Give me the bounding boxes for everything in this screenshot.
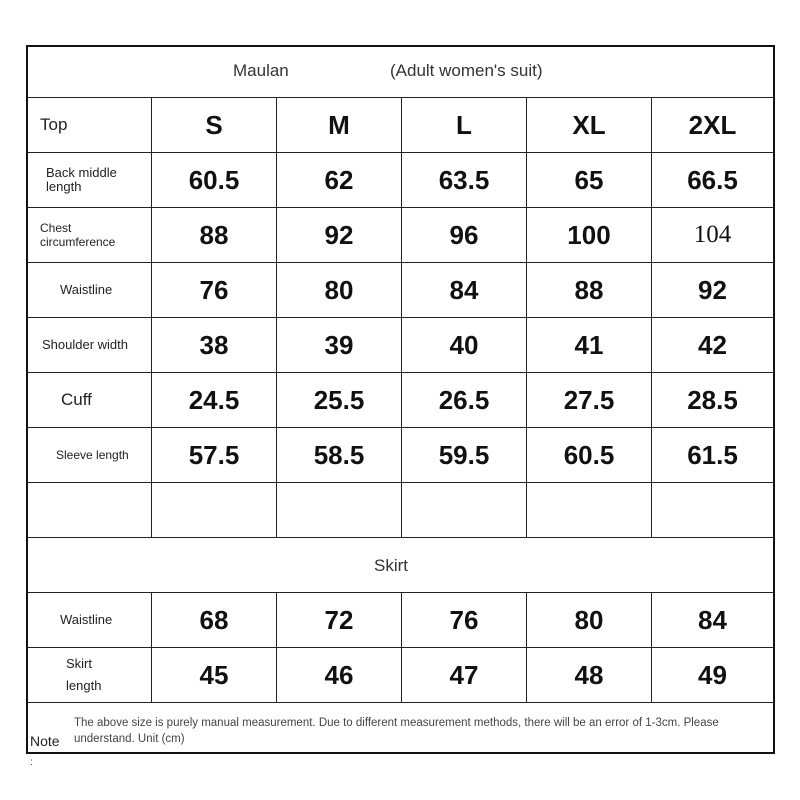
empty-cell: [28, 483, 152, 537]
value-cell: 59.5: [402, 428, 527, 482]
skirt-title-row: [28, 538, 773, 593]
note-label: Note: [30, 733, 60, 749]
value-cell: 48: [527, 648, 652, 702]
row-label-cell: [28, 263, 152, 317]
value-cell: 45: [152, 648, 277, 702]
value-cell: 84: [698, 604, 727, 635]
value-cell: 84: [402, 263, 527, 317]
table-row: [28, 208, 773, 263]
value-cell: 26.5: [402, 373, 527, 427]
table-row: [28, 318, 773, 373]
note-row: [28, 703, 773, 752]
empty-cell: [652, 483, 773, 537]
size-header-m: M: [277, 98, 402, 152]
skirt-title: Skirt: [374, 556, 408, 575]
empty-row: [28, 483, 773, 538]
value-cell: 62: [277, 153, 402, 207]
row-label-cell: [28, 208, 152, 262]
value-cell: 72: [277, 593, 402, 647]
value-cell: 25.5: [277, 373, 402, 427]
value-cell: 80: [277, 263, 402, 317]
value-cell: 68: [152, 593, 277, 647]
empty-cell: [277, 483, 402, 537]
stray-mark: :: [30, 757, 33, 768]
value-cell: 42: [698, 329, 727, 360]
shoulder-width-label: Shoulder width: [42, 337, 128, 352]
table-row: [28, 263, 773, 318]
size-header-xl: XL: [527, 98, 652, 152]
value-cell: 96: [402, 208, 527, 262]
table-row: [28, 428, 773, 483]
value-cell: 65: [527, 153, 652, 207]
value-cell: 39: [277, 318, 402, 372]
empty-cell: [152, 483, 277, 537]
value-cell: 92: [698, 274, 727, 305]
value-cell: 28.5: [687, 384, 738, 415]
value-cell: 88: [527, 263, 652, 317]
value-cell: 61.5: [687, 439, 738, 470]
value-cell: 46: [277, 648, 402, 702]
skirt-length-label: Skirt length: [66, 656, 102, 693]
suit-subtitle: (Adult women's suit): [390, 61, 543, 80]
empty-cell: [527, 483, 652, 537]
cuff-label: Cuff: [61, 390, 92, 409]
value-cell: 66.5: [687, 164, 738, 195]
sleeve-length-label: Sleeve length: [56, 448, 129, 462]
value-cell: 38: [152, 318, 277, 372]
value-cell: 104: [693, 221, 732, 248]
value-cell: 88: [152, 208, 277, 262]
row-label-cell: [28, 428, 152, 482]
brand-title: Maulan: [233, 61, 289, 80]
empty-cell: [402, 483, 527, 537]
note-text: The above size is purely manual measurement. Due to different measurement methods, there will be an error of 1-3cm. Please understand. Unit (cm): [74, 717, 719, 745]
row-label-cell: [28, 593, 152, 647]
table-row: [28, 648, 773, 703]
chest-circumference-label: Chest circumference: [40, 221, 116, 249]
value-cell: 80: [527, 593, 652, 647]
size-chart-table: [26, 45, 775, 754]
size-header-row: [28, 98, 773, 153]
table-row: [28, 153, 773, 208]
value-cell: 76: [402, 593, 527, 647]
value-cell: 40: [402, 318, 527, 372]
row-label-cell: [28, 648, 152, 702]
table-row: [28, 593, 773, 648]
size-header-l: L: [402, 98, 527, 152]
waistline-label: Waistline: [60, 282, 113, 297]
value-cell: 60.5: [527, 428, 652, 482]
value-cell: 60.5: [152, 153, 277, 207]
value-cell: 92: [277, 208, 402, 262]
value-cell: 49: [698, 659, 727, 690]
top-label: Top: [40, 115, 68, 134]
top-header-cell: [28, 98, 152, 152]
value-cell: 24.5: [152, 373, 277, 427]
table-row: [28, 373, 773, 428]
value-cell: 41: [527, 318, 652, 372]
size-header-2xl: 2XL: [688, 109, 737, 140]
value-cell: 76: [152, 263, 277, 317]
title-row: [28, 47, 773, 98]
row-label-cell: [28, 318, 152, 372]
back-middle-length-label: Back middle length: [46, 165, 117, 194]
row-label-cell: [28, 373, 152, 427]
skirt-waistline-label: Waistline: [60, 612, 113, 627]
row-label-cell: [28, 153, 152, 207]
value-cell: 57.5: [152, 428, 277, 482]
value-cell: 47: [402, 648, 527, 702]
value-cell: 58.5: [277, 428, 402, 482]
value-cell: 100: [527, 208, 652, 262]
value-cell: 63.5: [402, 153, 527, 207]
value-cell: 27.5: [527, 373, 652, 427]
size-header-s: S: [152, 98, 277, 152]
